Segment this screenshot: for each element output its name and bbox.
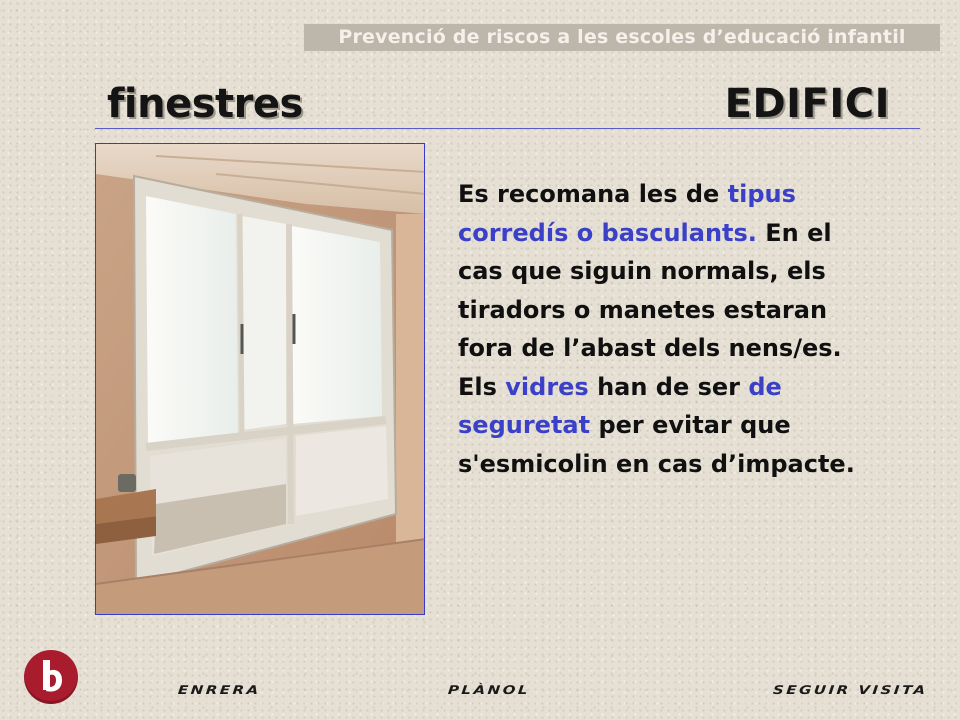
- text-phrase: Es recomana les de: [458, 180, 728, 208]
- section-title: EDIFICI: [724, 81, 890, 127]
- header-banner: [304, 24, 940, 51]
- b-logo-icon: [24, 650, 78, 704]
- title-divider: [95, 128, 920, 129]
- continue-visit-link[interactable]: SEGUIR VISITA: [772, 682, 929, 698]
- window-photo: [95, 143, 425, 615]
- page-title: finestres: [107, 81, 303, 127]
- highlighted-phrase: de seguretat: [458, 372, 782, 439]
- text-phrase: han de ser: [588, 372, 749, 401]
- highlighted-phrase: tipus corredís o basculants.: [458, 180, 796, 247]
- header-banner-text: Prevenció de riscos a les escoles d’educació infantil: [338, 26, 906, 48]
- sliding-window-photo-icon: [96, 144, 425, 615]
- description-text: [458, 175, 858, 483]
- back-link[interactable]: ENRERA: [177, 682, 262, 698]
- text-phrase: En el cas que siguin normals, els tiradors o manetes estaran fora de l’abast dels nens/es.: [458, 218, 842, 362]
- highlighted-phrase: vidres: [505, 372, 589, 401]
- text-phrase: Els: [458, 372, 506, 401]
- school-logo-button[interactable]: [24, 650, 78, 704]
- floor-plan-link[interactable]: PLÀNOL: [447, 682, 531, 698]
- text-phrase: per evitar que s'esmicolin en cas d’impacte.: [458, 411, 855, 478]
